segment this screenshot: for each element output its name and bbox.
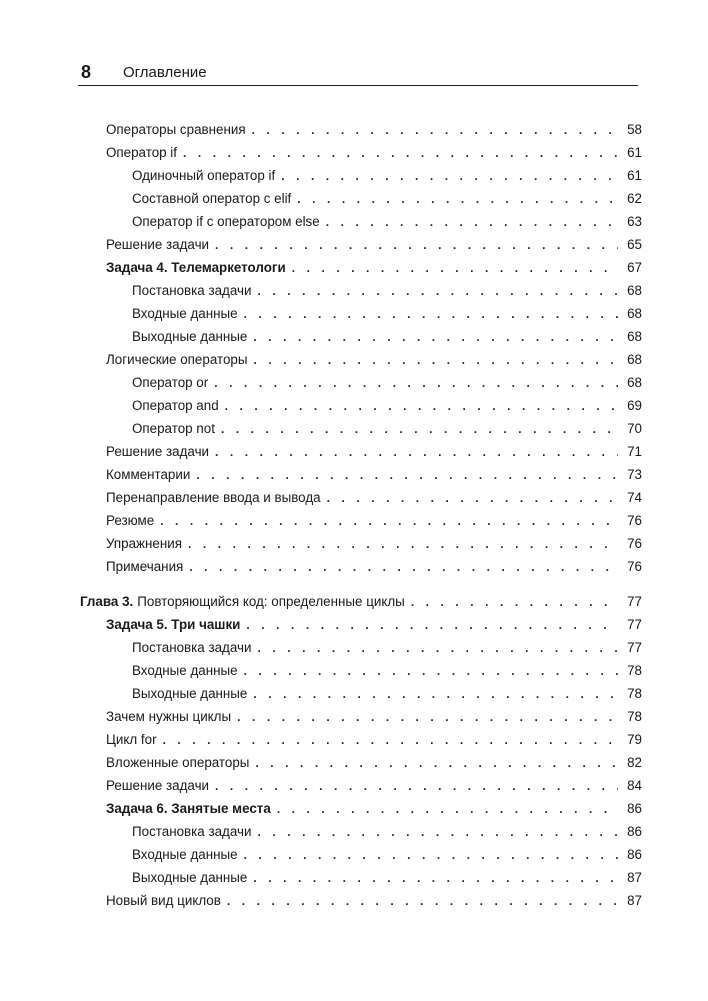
toc-page-number: 70 bbox=[627, 421, 642, 436]
toc-label bbox=[132, 375, 214, 390]
toc-label bbox=[132, 663, 244, 678]
toc-label bbox=[106, 122, 252, 137]
dot-leader bbox=[297, 192, 618, 206]
dot-leader bbox=[215, 445, 618, 459]
toc-subentry bbox=[132, 847, 642, 867]
toc-page-number: 86 bbox=[627, 847, 642, 862]
toc-entry bbox=[106, 778, 642, 798]
toc-chapter-entry bbox=[80, 594, 642, 614]
toc-page-number: 77 bbox=[627, 594, 642, 609]
toc-label bbox=[132, 398, 225, 413]
toc-label bbox=[106, 559, 189, 574]
toc-page-number: 78 bbox=[627, 686, 642, 701]
toc-label-text: Перенаправление ввода и вывода bbox=[106, 490, 321, 505]
toc-page-number: 86 bbox=[627, 824, 642, 839]
dot-leader bbox=[253, 871, 618, 885]
toc-label-text: Оператор not bbox=[132, 421, 215, 436]
dot-leader bbox=[237, 710, 618, 724]
toc-label bbox=[106, 260, 292, 275]
dot-leader bbox=[227, 894, 618, 908]
toc-subentry bbox=[132, 663, 642, 683]
dot-leader bbox=[189, 560, 618, 574]
toc-label-text: Постановка задачи bbox=[132, 824, 252, 839]
toc-label bbox=[106, 490, 327, 505]
toc-label-text: Повторяющийся код: определенные циклы bbox=[137, 594, 405, 609]
toc-label-text: Задача 4. Телемаркетологи bbox=[106, 260, 286, 275]
running-title: Оглавление bbox=[123, 64, 207, 81]
toc-label-text: Цикл for bbox=[106, 732, 157, 747]
dot-leader bbox=[183, 146, 618, 160]
toc-label-text: Входные данные bbox=[132, 306, 238, 321]
toc-entry bbox=[106, 732, 642, 752]
toc-page-number: 68 bbox=[627, 306, 642, 321]
toc-page-number: 82 bbox=[627, 755, 642, 770]
toc-label bbox=[106, 444, 215, 459]
toc-subentry bbox=[132, 375, 642, 395]
toc-subentry bbox=[132, 168, 642, 188]
toc-entry bbox=[106, 467, 642, 487]
toc-entry bbox=[106, 801, 642, 821]
toc-page-number: 77 bbox=[627, 640, 642, 655]
toc-label bbox=[106, 893, 227, 908]
toc-subentry bbox=[132, 191, 642, 211]
toc-page-number: 58 bbox=[627, 122, 642, 137]
toc-label bbox=[132, 421, 221, 436]
toc-label-text: Задача 5. Три чашки bbox=[106, 617, 241, 632]
toc-label-text: Одиночный оператор if bbox=[132, 168, 276, 183]
toc-label-text: Решение задачи bbox=[106, 778, 210, 793]
toc-entry bbox=[106, 617, 642, 637]
toc-label-text: Оператор if с оператором else bbox=[132, 214, 320, 229]
toc-label bbox=[106, 536, 188, 551]
dot-leader bbox=[244, 848, 618, 862]
toc-page-number: 61 bbox=[627, 168, 642, 183]
toc-label-text: Входные данные bbox=[132, 847, 238, 862]
toc-label bbox=[132, 214, 326, 229]
toc-entry bbox=[106, 237, 642, 257]
toc-entry bbox=[106, 490, 642, 510]
toc-label bbox=[106, 467, 196, 482]
dot-leader bbox=[277, 802, 618, 816]
toc-entry bbox=[106, 122, 642, 142]
toc-label-text: Новый вид циклов bbox=[106, 893, 221, 908]
toc-page-number: 68 bbox=[627, 283, 642, 298]
toc-subentry bbox=[132, 398, 642, 418]
toc-subentry bbox=[132, 283, 642, 303]
dot-leader bbox=[188, 537, 618, 551]
toc-label-text: Входные данные bbox=[132, 663, 238, 678]
toc-label-text: Оператор if bbox=[106, 145, 178, 160]
toc-label bbox=[106, 801, 277, 816]
toc-label-text: Вложенные операторы bbox=[106, 755, 250, 770]
toc-page-number: 61 bbox=[627, 145, 642, 160]
dot-leader bbox=[244, 307, 618, 321]
toc-label bbox=[80, 594, 411, 609]
toc-label bbox=[106, 513, 160, 528]
toc-label bbox=[132, 824, 257, 839]
toc-page-number: 78 bbox=[627, 709, 642, 724]
toc-label-text: Операторы сравнения bbox=[106, 122, 246, 137]
toc-page-number: 73 bbox=[627, 467, 642, 482]
dot-leader bbox=[257, 825, 618, 839]
toc-page-number: 74 bbox=[627, 490, 642, 505]
toc-page-number: 78 bbox=[627, 663, 642, 678]
toc-subentry bbox=[132, 686, 642, 706]
toc-label-text: Примечания bbox=[106, 559, 184, 574]
toc-subentry bbox=[132, 329, 642, 349]
toc-page-number: 86 bbox=[627, 801, 642, 816]
toc-entry bbox=[106, 444, 642, 464]
toc-label bbox=[132, 329, 253, 344]
toc-entry bbox=[106, 536, 642, 556]
toc-page-number: 68 bbox=[627, 329, 642, 344]
toc-subentry bbox=[132, 640, 642, 660]
toc-label-text: Выходные данные bbox=[132, 329, 248, 344]
dot-leader bbox=[244, 664, 618, 678]
toc-label-text: Постановка задачи bbox=[132, 283, 252, 298]
dot-leader bbox=[252, 123, 618, 137]
dot-leader bbox=[253, 330, 618, 344]
toc-label bbox=[106, 145, 183, 160]
toc-page-number: 87 bbox=[627, 893, 642, 908]
toc-entry bbox=[106, 352, 642, 372]
toc-label bbox=[106, 755, 255, 770]
dot-leader bbox=[255, 756, 618, 770]
toc-label-text: Выходные данные bbox=[132, 686, 248, 701]
toc-label-text: Задача 6. Занятые места bbox=[106, 801, 271, 816]
toc-entry bbox=[106, 755, 642, 775]
dot-leader bbox=[163, 733, 618, 747]
page-header bbox=[78, 58, 638, 86]
toc-page-number: 84 bbox=[627, 778, 642, 793]
dot-leader bbox=[327, 491, 618, 505]
toc-subentry bbox=[132, 870, 642, 890]
dot-leader bbox=[292, 261, 618, 275]
page-number: 8 bbox=[81, 62, 92, 82]
toc-label bbox=[132, 847, 244, 862]
dot-leader bbox=[214, 376, 618, 390]
header-rule bbox=[78, 85, 638, 86]
toc-label bbox=[106, 709, 237, 724]
toc-entry bbox=[106, 709, 642, 729]
toc-entry bbox=[106, 260, 642, 280]
dot-leader bbox=[281, 169, 618, 183]
toc-label bbox=[132, 870, 253, 885]
toc-page-number: 68 bbox=[627, 352, 642, 367]
toc-subentry bbox=[132, 306, 642, 326]
toc-page-number: 63 bbox=[627, 214, 642, 229]
toc-label bbox=[106, 237, 215, 252]
toc-label-text: Логические операторы bbox=[106, 352, 248, 367]
toc-label-text: Решение задачи bbox=[106, 237, 210, 252]
toc-label-text: Оператор and bbox=[132, 398, 219, 413]
toc-entry bbox=[106, 513, 642, 533]
dot-leader bbox=[257, 641, 618, 655]
toc-label-text: Комментарии bbox=[106, 467, 191, 482]
toc-label bbox=[132, 191, 297, 206]
toc-page-number: 67 bbox=[627, 260, 642, 275]
toc-entry bbox=[106, 559, 642, 579]
toc-subentry bbox=[132, 214, 642, 234]
toc-label bbox=[132, 686, 253, 701]
toc-label-text: Резюме bbox=[106, 513, 155, 528]
dot-leader bbox=[253, 353, 618, 367]
toc-label-text: Постановка задачи bbox=[132, 640, 252, 655]
dot-leader bbox=[221, 422, 618, 436]
toc-page-number: 77 bbox=[627, 617, 642, 632]
dot-leader bbox=[253, 687, 618, 701]
dot-leader bbox=[246, 618, 618, 632]
dot-leader bbox=[215, 779, 618, 793]
toc-label bbox=[106, 732, 163, 747]
toc-label bbox=[106, 617, 246, 632]
toc-subentry bbox=[132, 824, 642, 844]
dot-leader bbox=[225, 399, 618, 413]
toc-label bbox=[132, 168, 281, 183]
toc-label-text: Упражнения bbox=[106, 536, 182, 551]
toc-page-number: 62 bbox=[627, 191, 642, 206]
toc-page-number: 65 bbox=[627, 237, 642, 252]
toc-entry bbox=[106, 145, 642, 165]
toc-label-text: Составной оператор с elif bbox=[132, 191, 292, 206]
toc-label-text: Выходные данные bbox=[132, 870, 248, 885]
toc-label bbox=[106, 352, 253, 367]
toc-page-number: 76 bbox=[627, 536, 642, 551]
toc-label bbox=[132, 283, 257, 298]
dot-leader bbox=[160, 514, 618, 528]
dot-leader bbox=[411, 595, 618, 609]
toc-page-number: 68 bbox=[627, 375, 642, 390]
toc-label bbox=[132, 640, 257, 655]
dot-leader bbox=[196, 468, 618, 482]
toc-label bbox=[132, 306, 244, 321]
toc-label-text: Зачем нужны циклы bbox=[106, 709, 232, 724]
toc-page-number: 79 bbox=[627, 732, 642, 747]
toc-label bbox=[106, 778, 215, 793]
toc-page-number: 69 bbox=[627, 398, 642, 413]
dot-leader bbox=[215, 238, 618, 252]
toc-page-number: 71 bbox=[627, 444, 642, 459]
toc-page-number: 76 bbox=[627, 513, 642, 528]
toc-entry bbox=[106, 893, 642, 913]
dot-leader bbox=[326, 215, 618, 229]
toc-label-text: Оператор or bbox=[132, 375, 209, 390]
toc-page-number: 76 bbox=[627, 559, 642, 574]
toc-label-text: Решение задачи bbox=[106, 444, 210, 459]
chapter-number: Глава 3. bbox=[80, 594, 134, 609]
dot-leader bbox=[257, 284, 618, 298]
toc-subentry bbox=[132, 421, 642, 441]
toc-page-number: 87 bbox=[627, 870, 642, 885]
